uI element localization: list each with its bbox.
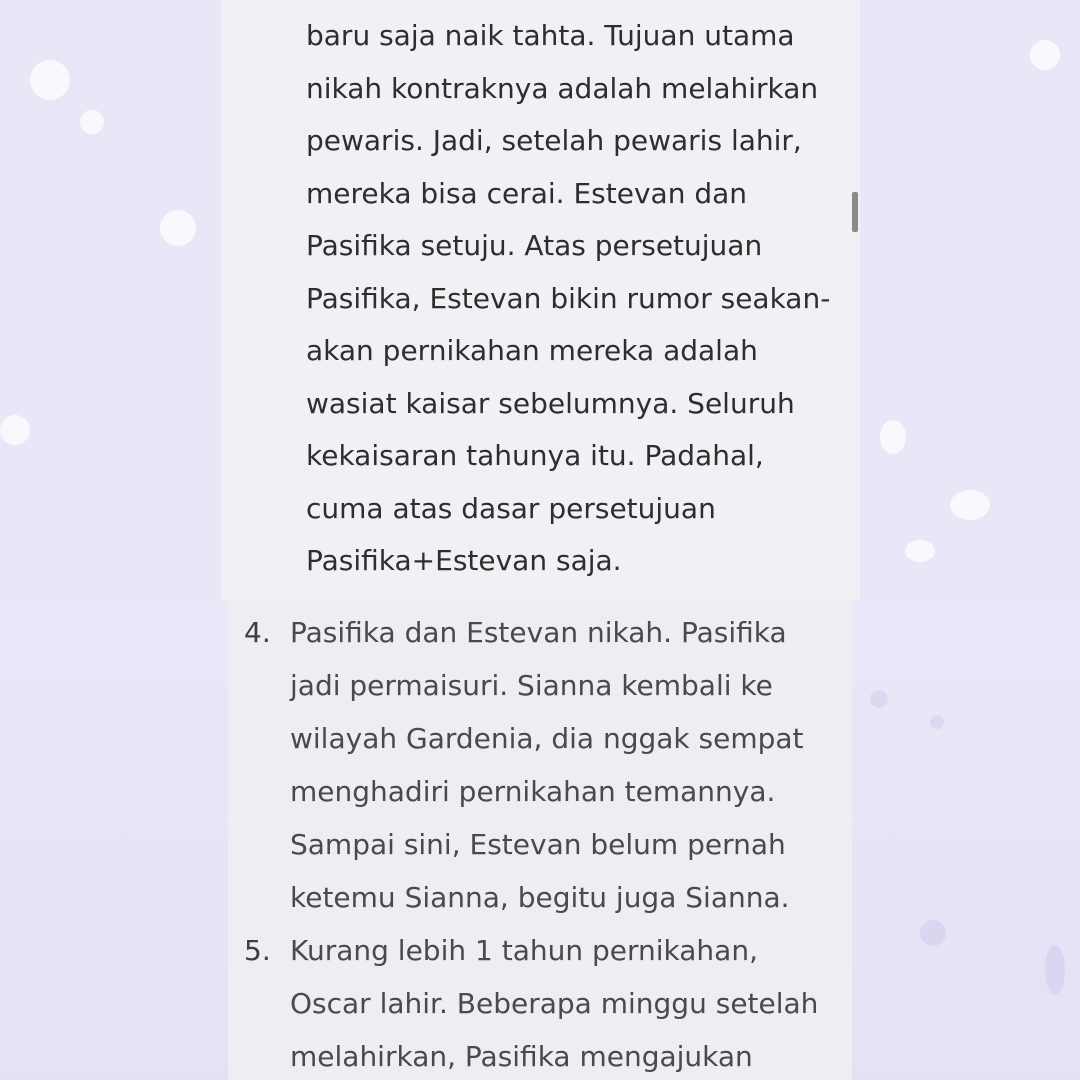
background-shade (870, 690, 888, 708)
background-splash (905, 540, 935, 562)
list-item (228, 606, 830, 924)
list-number: 5. (244, 934, 271, 967)
scrollbar-thumb[interactable] (852, 192, 858, 232)
background-splash (80, 110, 104, 134)
background-shade (920, 920, 946, 946)
list-item-text: Pasifika dan Estevan nikah. Pasifika jadi permaisuri. Sianna kembali ke wilayah Gardenia, dia nggak sempat menghadiri pernikahan temannya. Sampai sini, Estevan belum pernah ketemu Sianna, begitu juga Sianna. (290, 616, 804, 914)
background-splash (30, 60, 70, 100)
list-item-text: Kurang lebih 1 tahun pernikahan, Oscar lahir. Beberapa minggu setelah melahirkan, Pasifika mengajukan (290, 934, 819, 1073)
list-number: 4. (244, 616, 271, 649)
background-splash (1030, 40, 1060, 70)
background-splash (880, 420, 906, 454)
top-screenshot-panel (222, 0, 860, 600)
story-paragraph: baru saja naik tahta. Tujuan utama nikah kontraknya adalah melahirkan pewaris. Jadi, setelah pewaris lahir, mereka bisa cerai. Estevan dan Pasifika setuju. Atas persetujuan Pasifika, Estevan bikin rumor seakan-akan pernikahan mereka adalah wasiat kaisar sebelumnya. Seluruh kekaisaran tahunya itu. Padahal, cuma atas dasar persetujuan Pasifika+Estevan saja. (306, 19, 831, 577)
list-item (228, 924, 830, 1080)
background-shade (930, 715, 944, 729)
bottom-screenshot-panel (228, 600, 852, 1080)
background-splash (950, 490, 990, 520)
background-splash (160, 210, 196, 246)
background-splash (0, 415, 30, 445)
background-shade (1045, 945, 1065, 995)
